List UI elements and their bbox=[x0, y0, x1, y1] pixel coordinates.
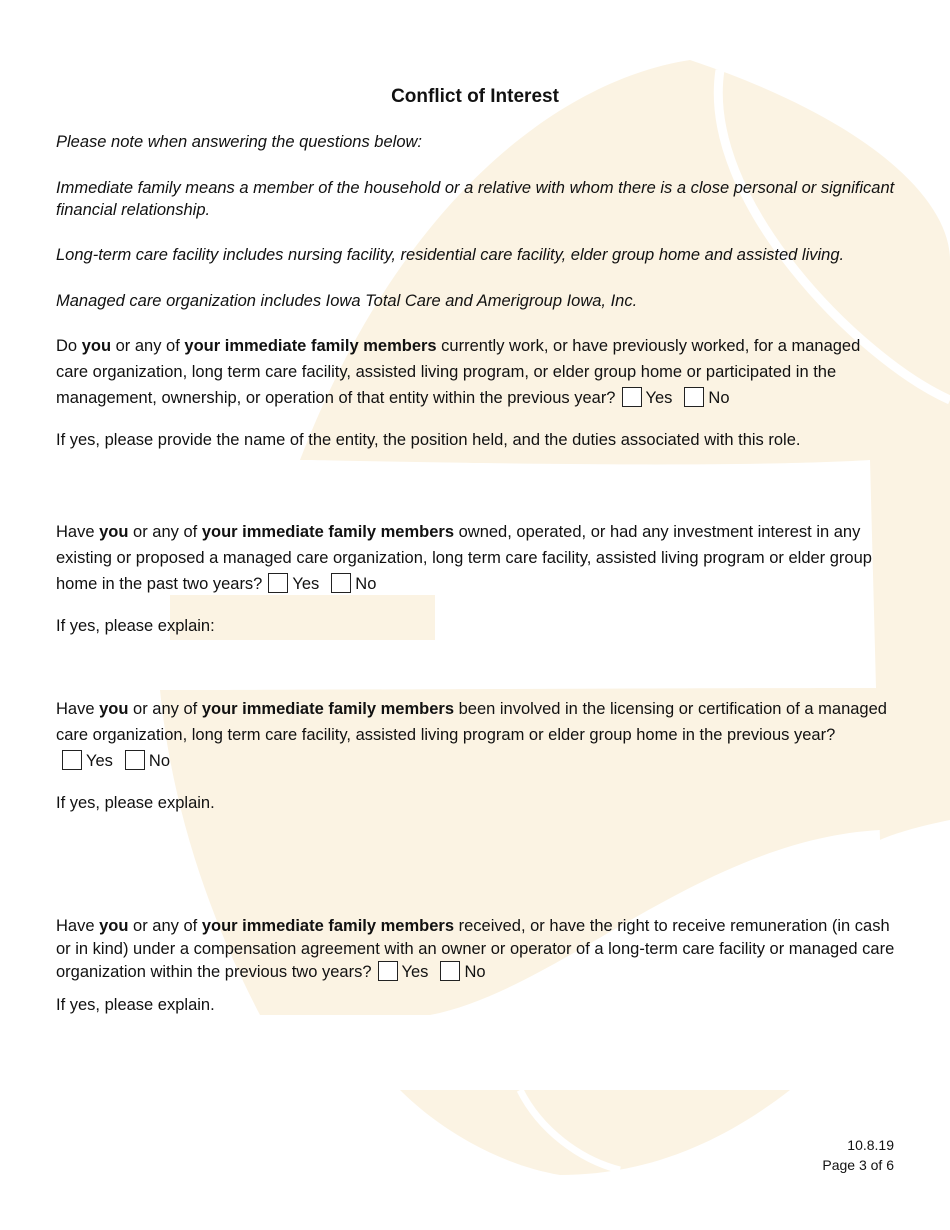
no-label: No bbox=[464, 963, 486, 981]
licensing-followup: If yes, please explain. bbox=[56, 794, 215, 812]
investment-followup: If yes, please explain: bbox=[56, 617, 215, 635]
no-label: No bbox=[355, 575, 377, 593]
page-footer bbox=[822, 1135, 894, 1175]
employment-no-checkbox[interactable] bbox=[684, 387, 704, 407]
remuneration-yes-checkbox[interactable] bbox=[378, 961, 398, 981]
licensing-yes-checkbox[interactable] bbox=[62, 750, 82, 770]
question-remuneration: Have you or any of your immediate family members received, or have the right to receive remuneration (in cash or in kind) under a compensation agreement with an owner or operator of a long-term care facility or managed care organization within the previous two years? Yes No bbox=[56, 917, 895, 981]
employment-yes-checkbox[interactable] bbox=[622, 387, 642, 407]
remuneration-followup: If yes, please explain. bbox=[56, 996, 215, 1014]
yes-label: Yes bbox=[292, 575, 320, 593]
no-label: No bbox=[708, 389, 730, 407]
yes-label: Yes bbox=[645, 389, 673, 407]
question-investment: Have you or any of your immediate family members owned, operated, or had any investment interest in any existing or proposed a managed care organization, long term care facility, assisted living program or elder group home in the past two years? Yes No bbox=[56, 523, 872, 593]
question-licensing: Have you or any of your immediate family members been involved in the licensing or certification of a managed care organization, long term care facility, assisted living program or elder group home in the previous year?Yes No bbox=[56, 700, 887, 770]
note-managed-care: Managed care organization includes Iowa Total Care and Amerigroup Iowa, Inc. bbox=[56, 292, 638, 310]
question-employment: Do you or any of your immediate family members currently work, or have previously worked, for a managed care organization, long term care facility, assisted living program, or elder group home or participated in the management, ownership, or operation of that entity within the previous year? Yes No bbox=[56, 337, 861, 407]
yes-label: Yes bbox=[401, 963, 429, 981]
yes-label: Yes bbox=[86, 752, 113, 770]
note-long-term-care: Long-term care facility includes nursing facility, residential care facility, elder group home and assisted living. bbox=[56, 246, 845, 264]
licensing-no-checkbox[interactable] bbox=[125, 750, 145, 770]
revision-date: 10.8.19 bbox=[847, 1137, 894, 1153]
investment-yes-checkbox[interactable] bbox=[268, 573, 288, 593]
page-number: Page 3 of 6 bbox=[822, 1157, 894, 1173]
remuneration-no-checkbox[interactable] bbox=[440, 961, 460, 981]
note-immediate-family: Immediate family means a member of the household or a relative with whom there is a close personal or significant financial relationship. bbox=[56, 179, 895, 219]
no-label: No bbox=[148, 752, 171, 770]
investment-no-checkbox[interactable] bbox=[331, 573, 351, 593]
employment-followup: If yes, please provide the name of the entity, the position held, and the duties associated with this role. bbox=[56, 431, 801, 449]
page-title: Conflict of Interest bbox=[391, 86, 559, 107]
note-intro: Please note when answering the questions below: bbox=[56, 133, 422, 151]
